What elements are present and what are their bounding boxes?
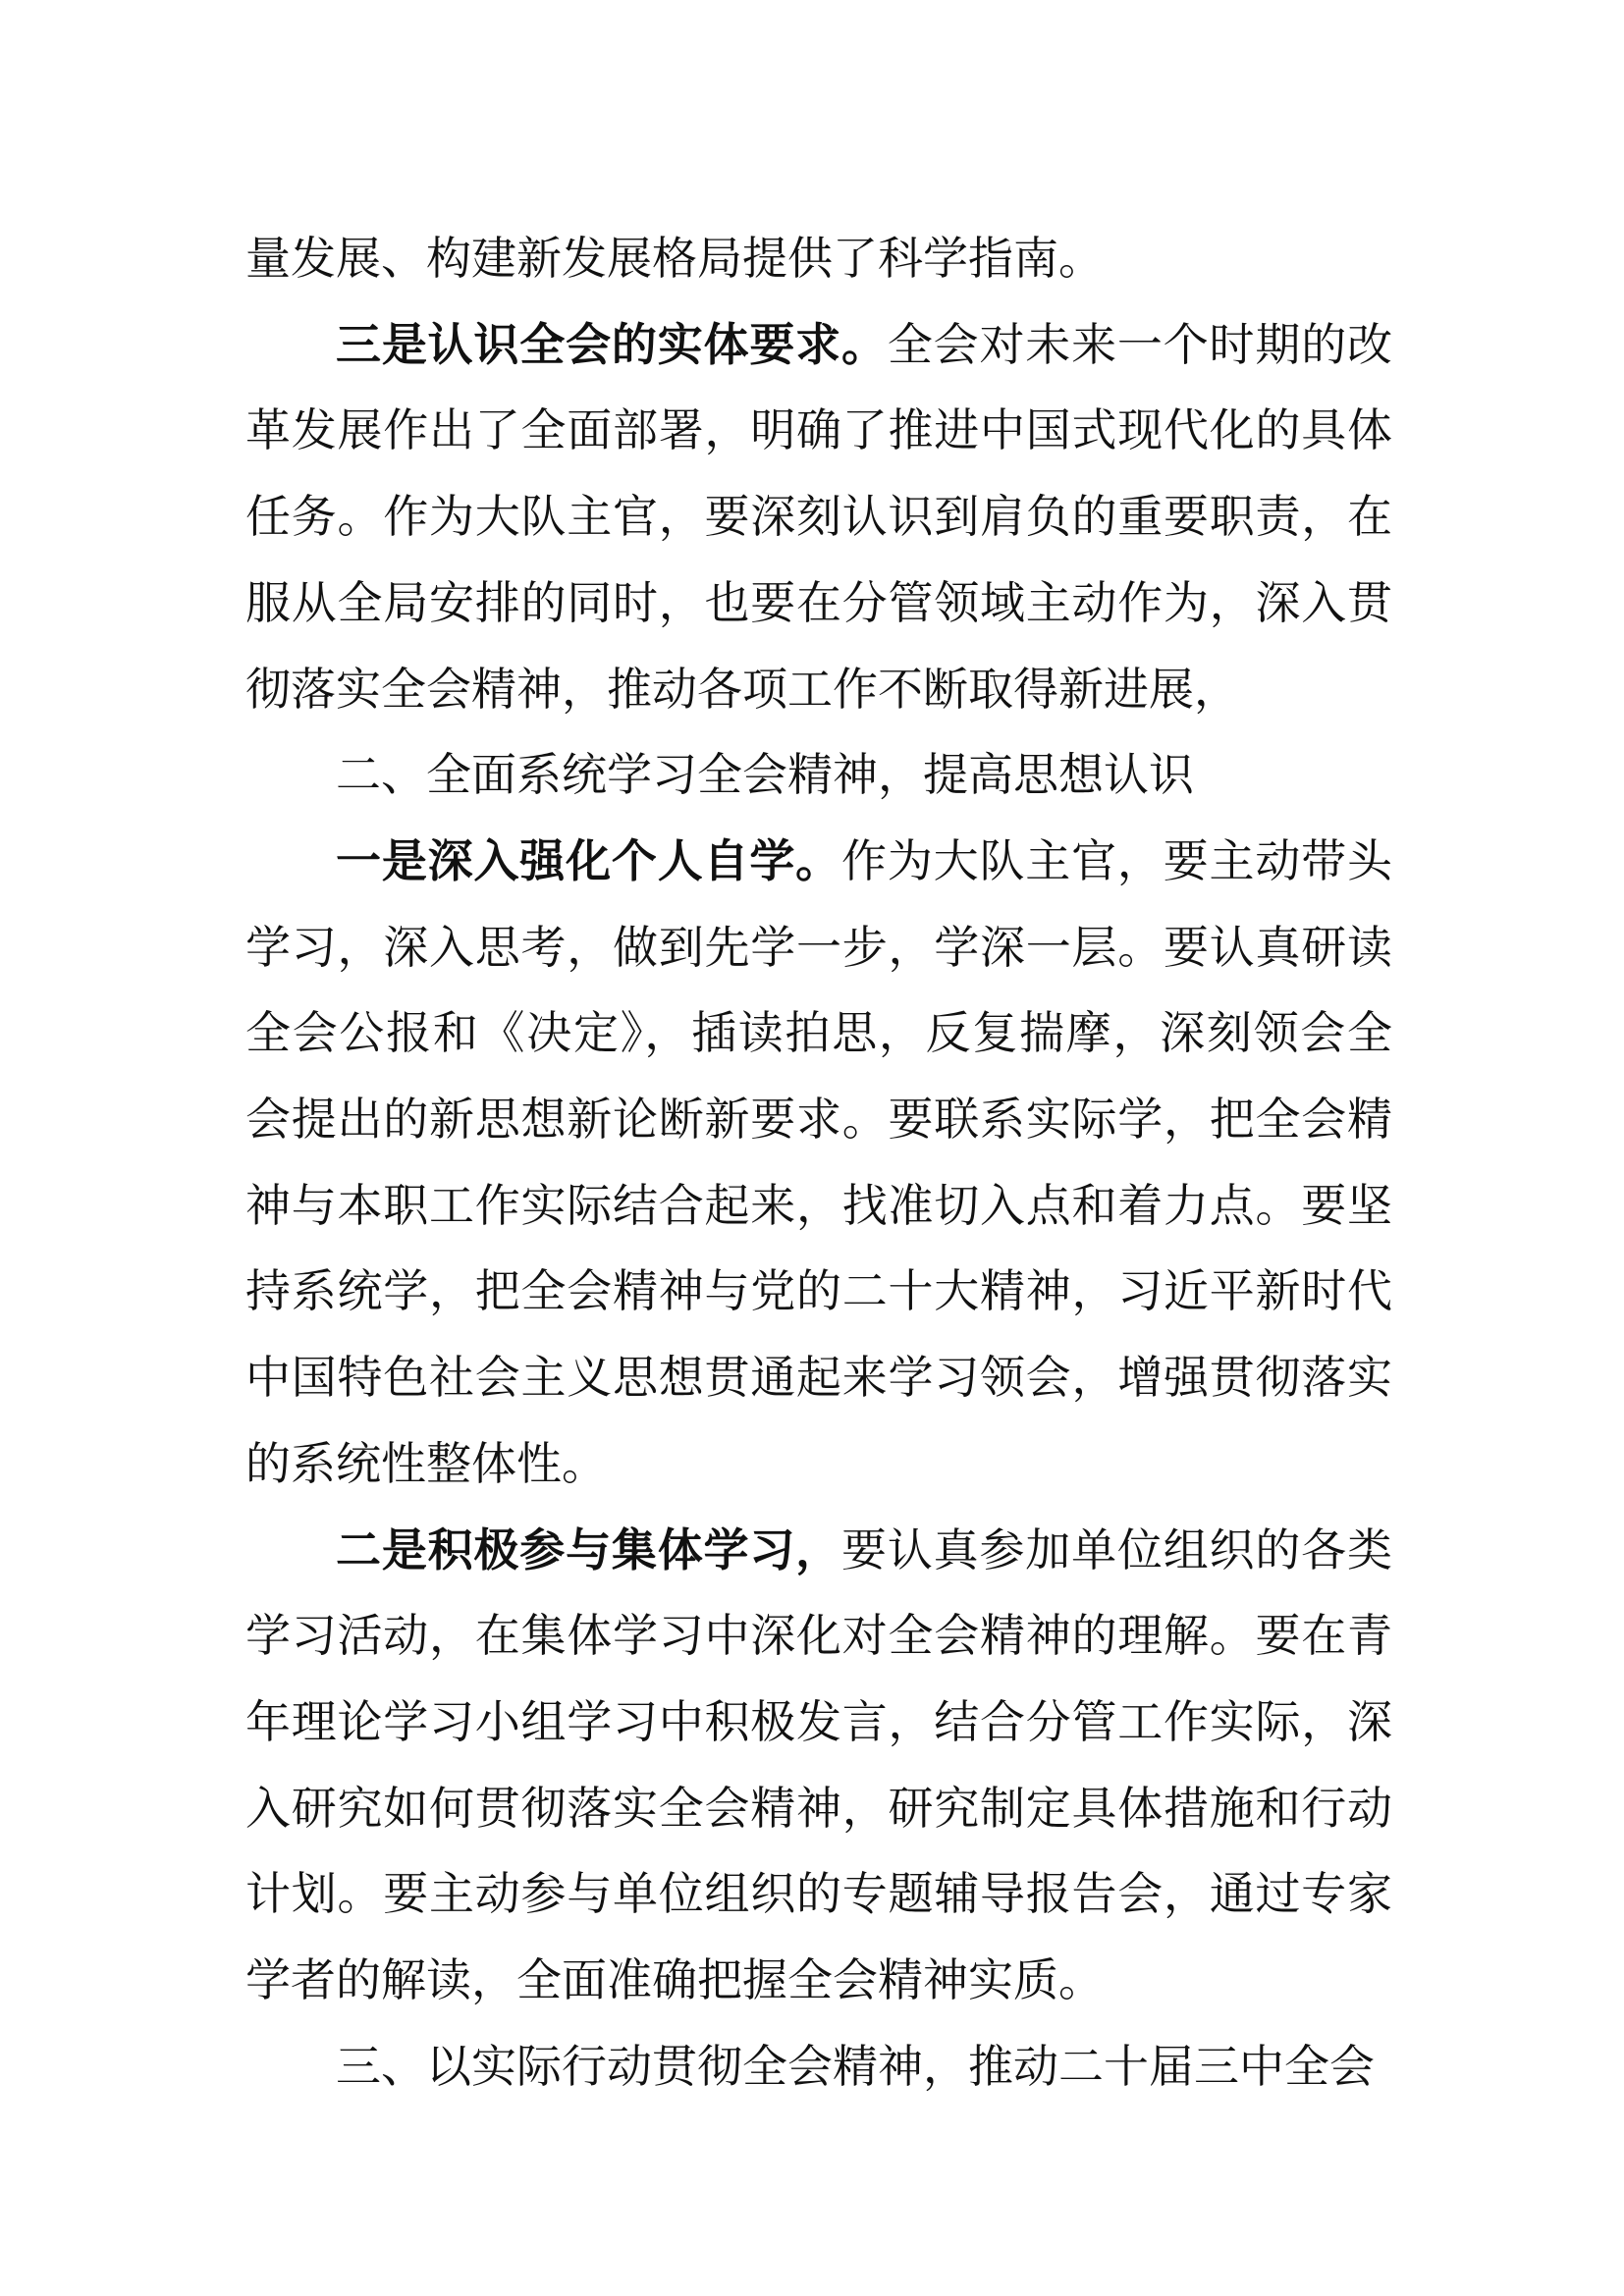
section-heading-two	[245, 732, 1392, 819]
paragraph-point-two	[245, 1508, 1392, 2024]
paragraph-lead: 一是深入强化个人自学。	[336, 833, 841, 887]
heading-text: 二、全面系统学习全会精神，提高思想认识	[336, 748, 1194, 802]
paragraph-text: 要认真参加单位组织的各类学习活动，在集体学习中深化对全会精神的理解。要在青年理论学习小组学习中积极发言，结合分管工作实际，深入研究如何贯彻落实全会精神，研究制定具体措施和行动计划。要主动参与单位组织的专题辅导报告会，通过专家学者的解读，全面准确把握全会精神实质。	[245, 1522, 1393, 2007]
paragraph-text: 全会对未来一个时期的改革发展作出了全面部署，明确了推进中国式现代化的具体任务。作为大队主官，要深刻认识到肩负的重要职责，在服从全局安排的同时，也要在分管领域主动作为，深入贯彻落实全会精神，推动各项工作不断取得新进展，	[245, 317, 1393, 716]
paragraph-text: 作为大队主官，要主动带头学习，深入思考，做到先学一步，学深一层。要认真研读全会公报和《决定》，插读拍思，反复揣摩，深刻领会全会提出的新思想新论断新要求。要联系实际学，把全会精神与本职工作实际结合起来，找准切入点和着力点。要坚持系统学，把全会精神与党的二十大精神，习近平新时代中国特色社会主义思想贯通起来学习领会，增强贯彻落实的系统性整体性。	[245, 833, 1393, 1490]
paragraph-continuation	[245, 216, 1392, 302]
paragraph-point-three	[245, 302, 1392, 733]
section-heading-three	[245, 2024, 1392, 2110]
paragraph-lead: 二是积极参与集体学习，	[336, 1522, 841, 1576]
paragraph-lead: 三是认识全会的实体要求。	[336, 317, 888, 371]
heading-text: 三、以实际行动贯彻全会精神，推动二十届三中全会	[336, 2039, 1375, 2093]
paragraph-point-one	[245, 819, 1392, 1508]
paragraph-text: 量发展、构建新发展格局提供了科学指南。	[245, 232, 1104, 285]
document-body	[245, 216, 1392, 2109]
